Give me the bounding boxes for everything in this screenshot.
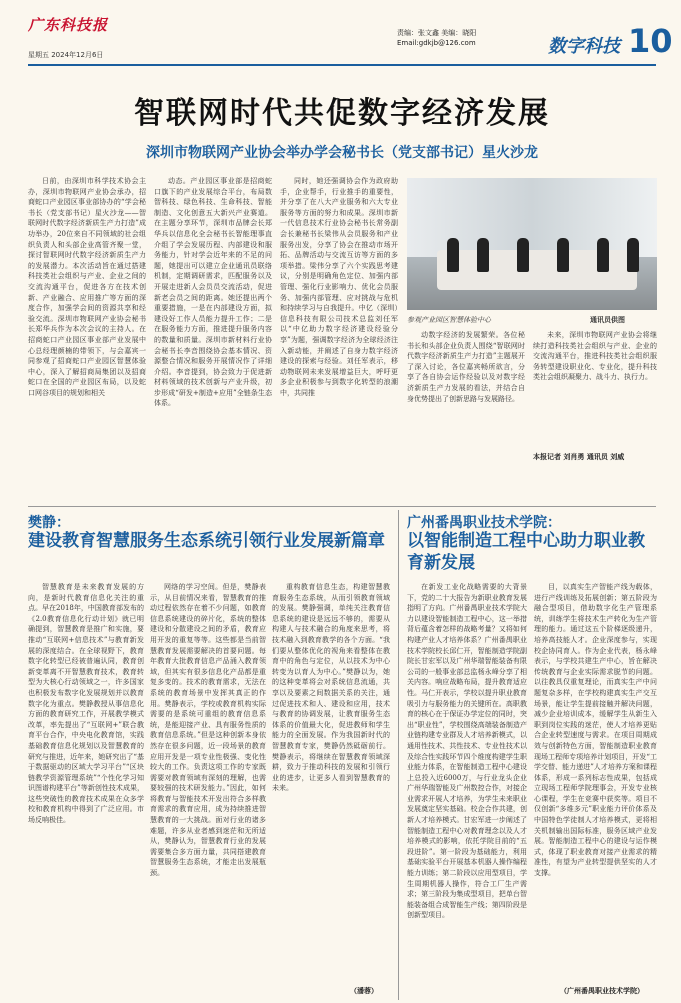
page-number: 10 [628, 22, 673, 60]
article2-column-3 [272, 582, 390, 982]
article3-byline: （广州番禺职业技术学院） [560, 987, 644, 995]
newspaper-logo: 广东科技报 [28, 16, 109, 34]
article1-text: 动数字经济的发展繁荣。各位秘书长和头部企业负责人围绕“智联网时代数字经济新质生产力打造”主题展开了深入讨论，各位嘉宾畅所欲言，分享了各自协会运作经验以及对数字经济新质生产力发展的看法，并结合自身优势提出了创新思路与发展路径。 [407, 331, 525, 403]
main-subhead: 深圳市物联网产业协会举办学会秘书长（党支部书记）星火沙龙 [146, 145, 538, 161]
article1-text: 同时，她还强调协会作为政府助手，企业帮手，行业推手的重要性，并分享了在八大产业服务和六大专业服务等方面的努力和成果。深圳市新一代信息技术行业协会秘书长常务副会长兼秘书长梁伟从会员服务和产业服务出发，分享了协会在推动市场开拓、品牌活动与交流互访等方面的多项举措。梁伟分享了六个实践思考建议，分别是明确角色定位、加强内部管理、强化行业影响力、优化会员服务、加强内部管理、应对挑战与危机和持续学习与自我提升。中亿（深圳）信息科技有限公司技术总监刘任军以“中亿助力数字经济建设经验分享”为题，强调数字经济为全球经济注入新动能，并阐述了自身力数字经济建设的探索与经验。刘任军表示，移动物联网未来发展增益巨大，呼吁更多企业积极参与到数字化转型的浪潮中，共同推 [280, 177, 398, 397]
article2-byline: （潘蓉） [350, 987, 378, 995]
article2-text: 智慧教育是未来教育发展的方向，是新时代教育信息化关注的重点。早在2018年，中国教育部发布的《2.0教育信息化行动计划》就已明确提到，智慧教育是推广和实施，要推动“互联网+信息技术”与教育新发展的深度结合。在全球视野下，教育数字化转型已经被普遍认同，教育创新变革离不开智慧教育技术，教育转型为大核心行动领域之一，许多国家也积极发布数字化发展规划并以教育数字化为重点。樊静教授从事信息化方面的教育研究工作，开展教学模式改革，率先提出了“互联网+”联合教育平台合作，中央电化教育馆，实践基础教育信息化规划以及智慧教育的研究与推进，近年来，她研究出了“基于数据驱动的区域大学习平台”“区块链教学资源管理系统”“个性化学习知识图谱构建平台”等新创性技术成果，这些突破性的教育技术成果在众多学校和教育机构中得到了广泛应用。市场反响极佳。 [28, 583, 144, 825]
section-name: 数字科技 [548, 36, 620, 57]
article1-column-2 [154, 176, 272, 500]
article3-text: 在新发工业化战略需要的大背景下，党的二十大报告为新职业教育发展指明了方向。广州番禺职业技术学院大力以建设智能制造工程中心，这一举措背后蕴含着怎样的战略考量？又将如何构建产业人才培养体系？广州番禺职业技术学院校长邱仁开，智能制造学院副院长甘宏军以及广州华瑞智能装备有限公司的一般事业部总监杨永峰分享了相关内容。响应战略布局，提升教育适应性。马仁开表示，学校以提升职业教育吸引力与服务能力的关键所在。高职教育的核心在于保证办学定位的同时，突出“职业性”，学校围绕高端装备制造产业链构建专业群及人才培养新模式，以通用性技术、共性技术、专业性技术以及综合性实践环节四个维度构建学生职业能力体系，在智能制造工程中心建设上总投入近6000万，与行业龙头企业广州华瑞智能及广州数控合作，对接企业需求开展人才培养，为学生未来职业发展奠定坚实基础。校企合作共建，创新人才培养模式。甘宏军进一步阐述了智能制造工程中心对教育理念以及人才培养模式的影响，依托学院目前的“五段进阶”。第一阶段为基础能力，利用基础实验平台开展基本机器人操作编程能力训练；第二阶段以应用型项目，学生周期机器人操作，符合工厂生产需求；第三阶段为集成型项目，把单台智能装备组合成智能生产线；第四阶段是创新型项目。 [407, 583, 527, 920]
article2-column-1 [28, 582, 144, 997]
issue-date: 星期五 2024年12月6日 [28, 51, 104, 59]
article1-column-5 [533, 330, 657, 450]
editor-info [397, 28, 476, 48]
photo-person [517, 238, 529, 272]
article2-text: 网络的学习空间。但是，樊静表示，从目前情况来看，智慧教育的推动过程依然存在着不少问题，如教育信息系统建设的碎片化，系统的整体建设和分散建设之间的矛盾，教育应用开发的重复等等。这些都是当前智慧教育发展需要解决的首要问题。每年教育大批教育信息产品涌入教育领域，但其实有很多信息化产品都是重复多变的。技术的教育需求，无法在系统的教育场景中发挥其真正的作用。樊静表示，学校或教育机构实际需要的是系统可重组的教育信息系统，是能迎接产业、具有服务性质的教育信息系统。”但是这种创新本身依然存在很多问题，近一段场景的教育应用开发是一项专业性极强、变化性较大的工作。负责这项工作的专家既需要对教育领域有深刻的理解，也需要较强的技术研发能力。”因此，如何将教育与智能技术开发出符合多样教育需求的教育应用，成为持续推进智慧教育的一大挑战。面对行业的诸多难题，许多从业者感到迷茫和无所适从，樊静认为，智慧教育行业的发展需要集合多方面力量，共同搭建教育智慧服务生态系统，才能走出发展瓶颈。 [150, 583, 266, 878]
article2-kicker: 樊静： [28, 515, 70, 531]
article3-column-2 [534, 582, 657, 982]
photo-person [627, 238, 639, 272]
article2-title: 建设教育智慧服务生态系统引领行业发展新篇章 [28, 531, 385, 551]
article1-byline: 本报记者 刘肖勇 通讯员 刘威 [533, 453, 625, 461]
article2-text: 重构教育信息生态，构建智慧教育服务生态系统，从而引领教育领域的发展。樊静强调，单纯关注教育信息系统的建设是远远不够的，需要从构建人与技术融合的角度来思考，将技术融入到教育教学的各个方面。“我们要从整体优化的视角来看整体在教育中的角色与定位，从以技术为中心转变为以育人为中心。”樊静以为，她的这种变革将会对系统信息流通，共享以及要素之间数据关系的关注，通过促进技术和人、建设和应用，技术与教育的协调发展，让教育服务生态体系的价值最大化，促进教师和学生能力的全面发展。作为我国新时代的智慧教育专家，樊静仍然砥砺前行。樊静表示，将继续在智慧教育领域深耕，致力于推动科技的发展和引领行业的进步，让更多人看到智慧教育的未来。 [272, 583, 390, 793]
photo-caption: 参观产业园区智慧体验中心 [407, 316, 491, 324]
article3-column-1 [407, 582, 527, 997]
column-divider [398, 510, 399, 1000]
photo-person [477, 238, 489, 272]
exhibition-photo [407, 178, 657, 310]
middle-divider [28, 506, 656, 507]
article2-column-2 [150, 582, 266, 997]
article1-text: 未来，深圳市物联网产业协会将继续打造科技类社会组织与产业、企业的交流沟通平台，推进科技类社会组织服务转型建设职业化、专业化，提升科技类社会组织凝聚力、战斗力、执行力。 [533, 331, 657, 382]
article1-text: 动态。产业园区事业部是招商蛇口旗下的产业发展综合平台，布局数智科技、绿色科技、生命科技、智能制造、文化创意五大新兴产业赛道。在主题分享环节，深圳市品牌会长郑华兵以信息化全会秘书长智能理事直介组了学会发展历程、内部建设和服务能力，针对学会近年来的不足的问题，她提出可以建立企业通讯员联络机制，定期调研需求，匹配服务以及开展走进新人会员员交流活动，促进新老会员之间的距离。她还提出两个重要措施，一是在内部建设方面，拟建设好工作人员能力提升工作；二是在服务能力方面，推进提升服务内容的数量和质量。深圳市新材料行业协会秘书长李音围绕协会基本情况、资源整合情况和服务开展情况作了详细介绍。李音提到，协会致力于促进新材料领域的技术创新与产业升级，初步形成“研发+制造+应用”全链条生态体系。 [154, 177, 272, 408]
article1-text: 日前，由深圳市科学技术协会主办，深圳市物联网产业协会承办，招商蛇口产业园区事业部协办的“学会秘书长（党支部书记）星火沙龙——智联网时代数字经济新质生产力打造”成功举办，20位来自不同领域的社会组织负责人和头部企业高管齐聚一堂，探讨智联网时代数字经济新质生产力的发展潜力。本次活动旨在通过搭建科技类社会组织与产业、企业之间的交流沟通平台，促进各方在技术创新、产业融合、应用推广等方面的深度合作，加强学会间的资源共享和经验交流。深圳市物联网产业协会秘书长郑华兵作为本次会议的主持人。在招商蛇口产业园区事业部产业发展中心总经理颜楠的带领下，与会嘉宾一同参观了招商蛇口产业园区智慧体验中心，深入了解招商局集团以及招商蛇口在全国的产业园区布局，以及蛇口网谷项目的规划和相关 [28, 177, 146, 397]
article3-title: 以智能制造工程中心助力职业教育新发展 [407, 531, 645, 573]
article1-column-4 [407, 330, 525, 500]
article1-column-3 [280, 176, 398, 500]
photo-person [597, 238, 609, 272]
editor-email: Email:gdkjb@126.com [397, 39, 476, 47]
photo-credit: 通讯员供图 [590, 316, 625, 324]
photo-room [407, 178, 657, 257]
editor-names: 责编：张文鑫 美编：晓阳 [397, 29, 477, 37]
article3-kicker: 广州番禺职业技术学院： [407, 515, 561, 531]
article1-column-1 [28, 176, 146, 500]
photo-person [447, 238, 459, 272]
top-divider [28, 64, 656, 66]
article3-text: 目，以真实生产智能产线为载体，进行产线训练及拓展创新；第五阶段为融合型项目，借助数字化生产管理系统，训练学生将技术生产转化为生产管理的能力。通过这五个阶梯逐级递升，培养高技能人才。企业深度参与，实现校企协同育人。作为企业代表，杨永峰表示，与学校共建生产中心，旨在解决传统教育与企业实际需求脱节的问题。以往教具仅重复理论，而真实生产中问题复杂多样，在学校构建真实生产交互场景，能让学生提前接触并解决问题，减少企业培训成本，缓解学生从新生入职到岗位实践的迷茫，使人才培养更贴合企业转型速度与需求。在项目周期成效与创新特色方面，智能制造职业教育现场工程师专项培养计划项目，开发“工学交替、能力递进”人才培养方案和课程体系，形成一系列标志性成果，包括成立现场工程师学院理事会，开发专业核心课程，学生在竞赛中获奖等。项目不仅创新“多维多元”职业能力评价体系及中国特色学徒制人才培养模式，更将相关机制输出国际标准，服务区域产业发展。智能制造工程中心的建设与运作模式，体现了职业教育对接产业需求的精准性，有望为产业转型提供坚实的人才支撑。 [534, 583, 657, 878]
photo-person [557, 238, 569, 272]
main-headline: 智联网时代共促数字经济发展 [134, 96, 550, 131]
